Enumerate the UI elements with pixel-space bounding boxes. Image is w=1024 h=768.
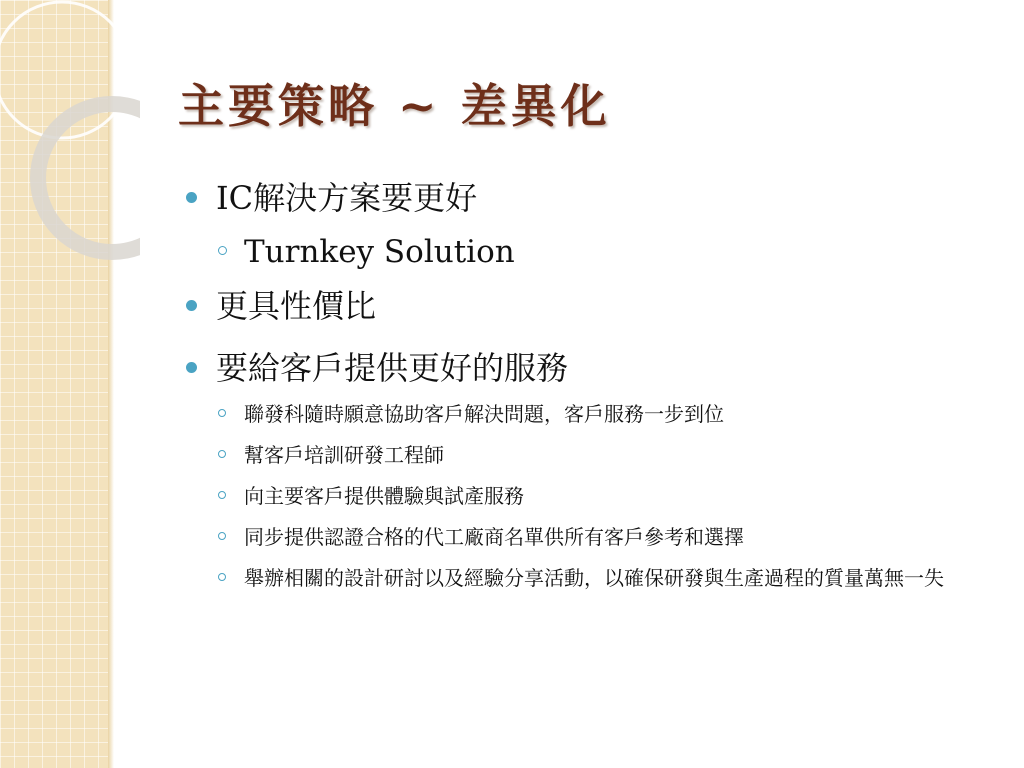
sub-bullet-ring-icon: [218, 450, 226, 458]
bullet-list: [186, 176, 986, 593]
sub-bullet-ring-icon: [218, 573, 226, 581]
sub-bullet-ring-icon: [218, 409, 226, 417]
sub-bullet-text: 舉辦相關的設計研討以及經驗分享活動，以確保研發與生產過程的質量萬無一失: [244, 566, 944, 590]
sub-bullet-text: 向主要客戶提供體驗與試產服務: [244, 484, 524, 508]
bullet-text: 更具性價比: [216, 287, 377, 325]
sub-bullet-text: 聯發科隨時願意協助客戶解決問題，客戶服務一步到位: [244, 402, 724, 426]
bullet-dot-icon: [186, 192, 197, 203]
bullet-item-2: [186, 284, 986, 328]
sub-bullet-ring-icon: [218, 532, 226, 540]
decorative-rings: [0, 0, 140, 260]
decorative-ring-grey: [38, 104, 140, 252]
sub-bullet-text: 同步提供認證合格的代工廠商名單供所有客戶參考和選擇: [244, 525, 744, 549]
bullet-item-1: [186, 176, 986, 220]
sub-bullet-item: [186, 232, 986, 272]
sub-bullet-ring-icon: [218, 491, 226, 499]
slide-title: 主要策略 ~ 差異化: [178, 79, 611, 133]
sub-bullet-item: [186, 482, 984, 511]
bullet-text: IC解決方案要更好: [216, 179, 478, 217]
bullet-dot-icon: [186, 300, 197, 311]
sub-bullet-item: [186, 564, 984, 593]
bullet-text: 要給客戶提供更好的服務: [216, 349, 569, 387]
bullet-item-3: [186, 346, 986, 390]
sub-bullet-item: [186, 523, 984, 552]
sub-bullet-ring-icon: [218, 246, 227, 255]
bullet-dot-icon: [186, 362, 197, 373]
sub-bullet-item: [186, 441, 984, 470]
sub-bullet-text: Turnkey Solution: [244, 234, 515, 270]
sub-bullet-item: [186, 400, 984, 429]
sub-bullet-text: 幫客戶培訓研發工程師: [244, 443, 444, 467]
